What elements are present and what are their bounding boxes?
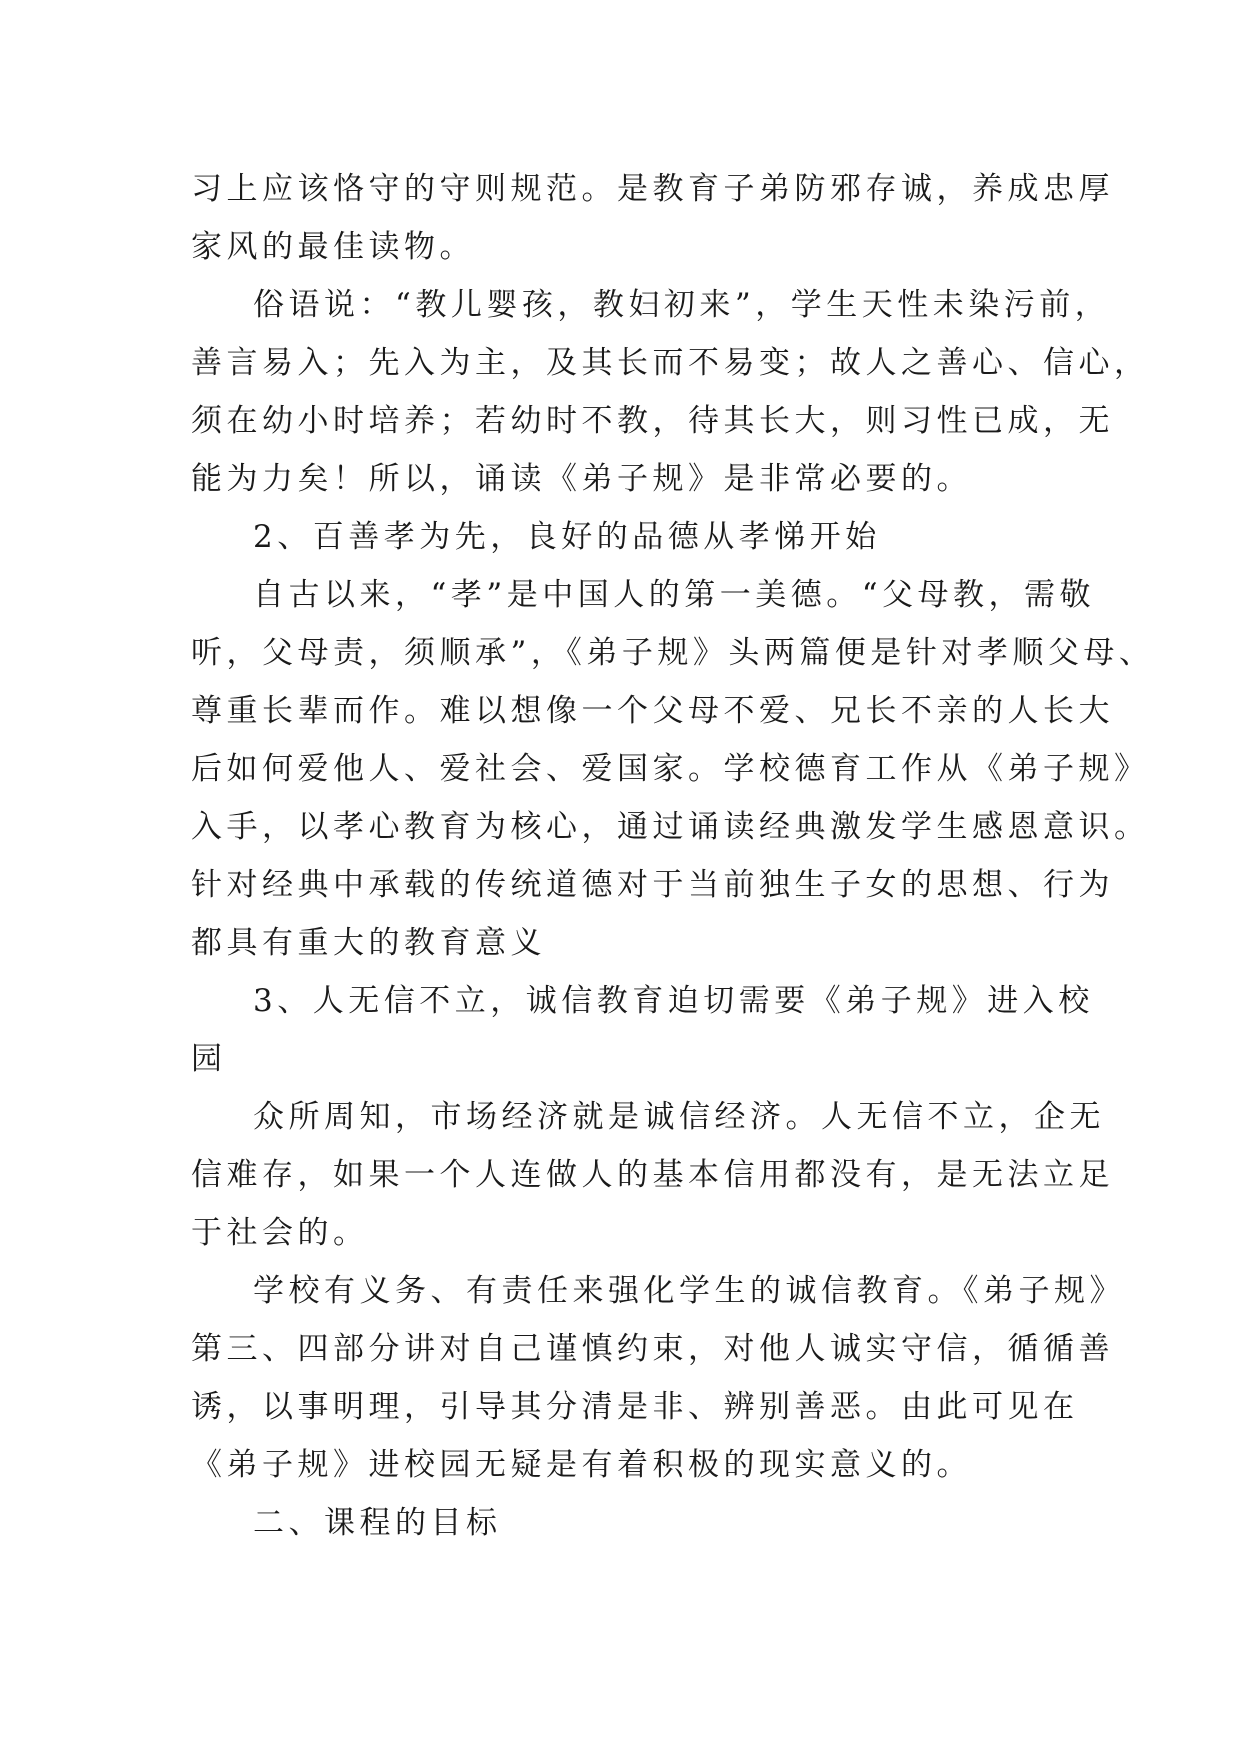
document-page	[191, 160, 1155, 1552]
text-line: 自古以来，“孝”是中国人的第一美德。“父母教，需敬	[253, 577, 1096, 613]
text-line: 针对经典中承载的传统道德对于当前独生子女的思想、行为	[191, 867, 1114, 903]
text-line: 须在幼小时培养；若幼时不教，待其长大，则习性已成，无	[191, 403, 1114, 439]
text-line: 诱，以事明理，引导其分清是非、辨别善恶。由此可见在	[191, 1389, 1079, 1425]
text-line: 二、课程的目标	[253, 1505, 502, 1541]
text-line: 2、百善孝为先，良好的品德从孝悌开始	[253, 519, 881, 555]
text-line: 习上应该恪守的守则规范。是教育子弟防邪存诚，养成忠厚	[191, 171, 1114, 207]
text-line: 《弟子规》进校园无疑是有着积极的现实意义的。	[191, 1447, 972, 1483]
text-line: 善言易入；先入为主，及其长而不易变；故人之善心、信心，	[191, 345, 1150, 381]
text-line: 尊重长辈而作。难以想像一个父母不爱、兄长不亲的人长大	[191, 693, 1114, 729]
text-line: 家风的最佳读物。	[191, 229, 475, 265]
text-line: 第三、四部分讲对自己谨慎约束，对他人诚实守信，循循善	[191, 1331, 1114, 1367]
text-line: 都具有重大的教育意义	[191, 925, 546, 961]
text-line: 后如何爱他人、爱社会、爱国家。学校德育工作从《弟子规》	[191, 751, 1150, 787]
text-line: 园	[191, 1041, 227, 1077]
text-line: 入手，以孝心教育为核心，通过诵读经典激发学生感恩意识。	[191, 809, 1150, 845]
text-line: 信难存，如果一个人连做人的基本信用都没有，是无法立足	[191, 1157, 1114, 1193]
text-line: 于社会的。	[191, 1215, 369, 1251]
text-line: 学校有义务、有责任来强化学生的诚信教育。《弟子规》	[253, 1273, 1125, 1309]
text-line: 俗语说：“教儿婴孩，教妇初来”，学生天性未染污前，	[253, 287, 1111, 323]
text-line: 能为力矣！所以，诵读《弟子规》是非常必要的。	[191, 461, 972, 497]
text-line: 众所周知，市场经济就是诚信经济。人无信不立，企无	[253, 1099, 1105, 1135]
text-line: 3、人无信不立，诚信教育迫切需要《弟子规》进入校	[253, 983, 1094, 1019]
text-line: 听，父母责，须顺承”，《弟子规》头两篇便是针对孝顺父母、	[191, 635, 1155, 671]
